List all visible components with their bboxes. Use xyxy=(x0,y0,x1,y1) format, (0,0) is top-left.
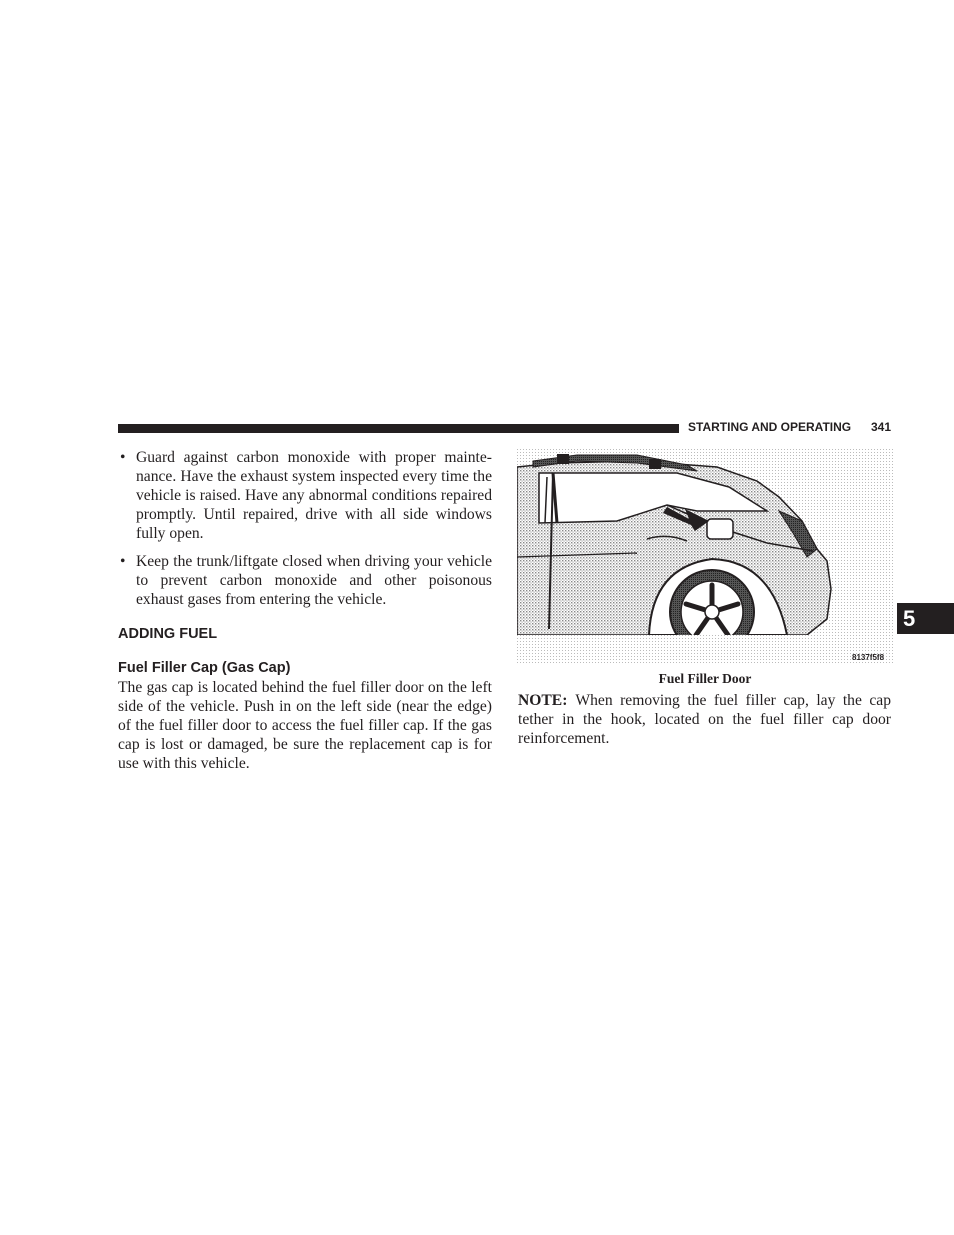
note-label: NOTE: xyxy=(518,692,568,709)
section-heading: ADDING FUEL xyxy=(118,626,218,642)
figure-caption: Fuel Filler Door xyxy=(658,671,752,686)
chapter-tab xyxy=(897,603,954,634)
header-rule xyxy=(118,424,679,433)
car-rear-quarter-drawing xyxy=(517,449,893,665)
note-paragraph xyxy=(518,691,891,748)
subsection-heading: Fuel Filler Cap (Gas Cap) xyxy=(118,660,291,676)
list-item xyxy=(118,552,492,609)
chapter-number: 5 xyxy=(903,606,916,631)
note-text: When removing the fuel filler cap, lay the cap tether in the hook, located on the fuel filler cap door reinforcement. xyxy=(518,692,891,747)
running-header xyxy=(688,420,894,436)
fuel-filler-door-illustration xyxy=(517,449,893,665)
left-column xyxy=(118,448,492,773)
bullet-marker: • xyxy=(120,449,126,466)
list-item xyxy=(118,448,492,543)
bullet-text: Keep the trunk/liftgate closed when driving your vehicle to prevent carbon monoxide and other poisonous exhaust gases from entering the vehicle. xyxy=(136,553,492,608)
body-paragraph: The gas cap is located behind the fuel filler door on the left side of the vehicle. Push in on the left side (near the edge) of the fuel filler door to access the fuel filler cap. If the gas cap is lost or damaged, be sure the replacement cap is for use with this vehicle. xyxy=(118,679,492,772)
bullet-marker: • xyxy=(120,553,126,570)
figure-code: 8137f5f8 xyxy=(852,653,885,662)
section-title: STARTING AND OPERATING xyxy=(688,420,852,434)
bullet-text: Guard against carbon monoxide with proper maintenance. Have the exhaust system inspected every time the vehicle is raised. Have any abnormal conditions repaired promptly. Until repaired, drive with all side windows fully open. xyxy=(136,449,492,542)
page-number: 341 xyxy=(870,420,891,434)
